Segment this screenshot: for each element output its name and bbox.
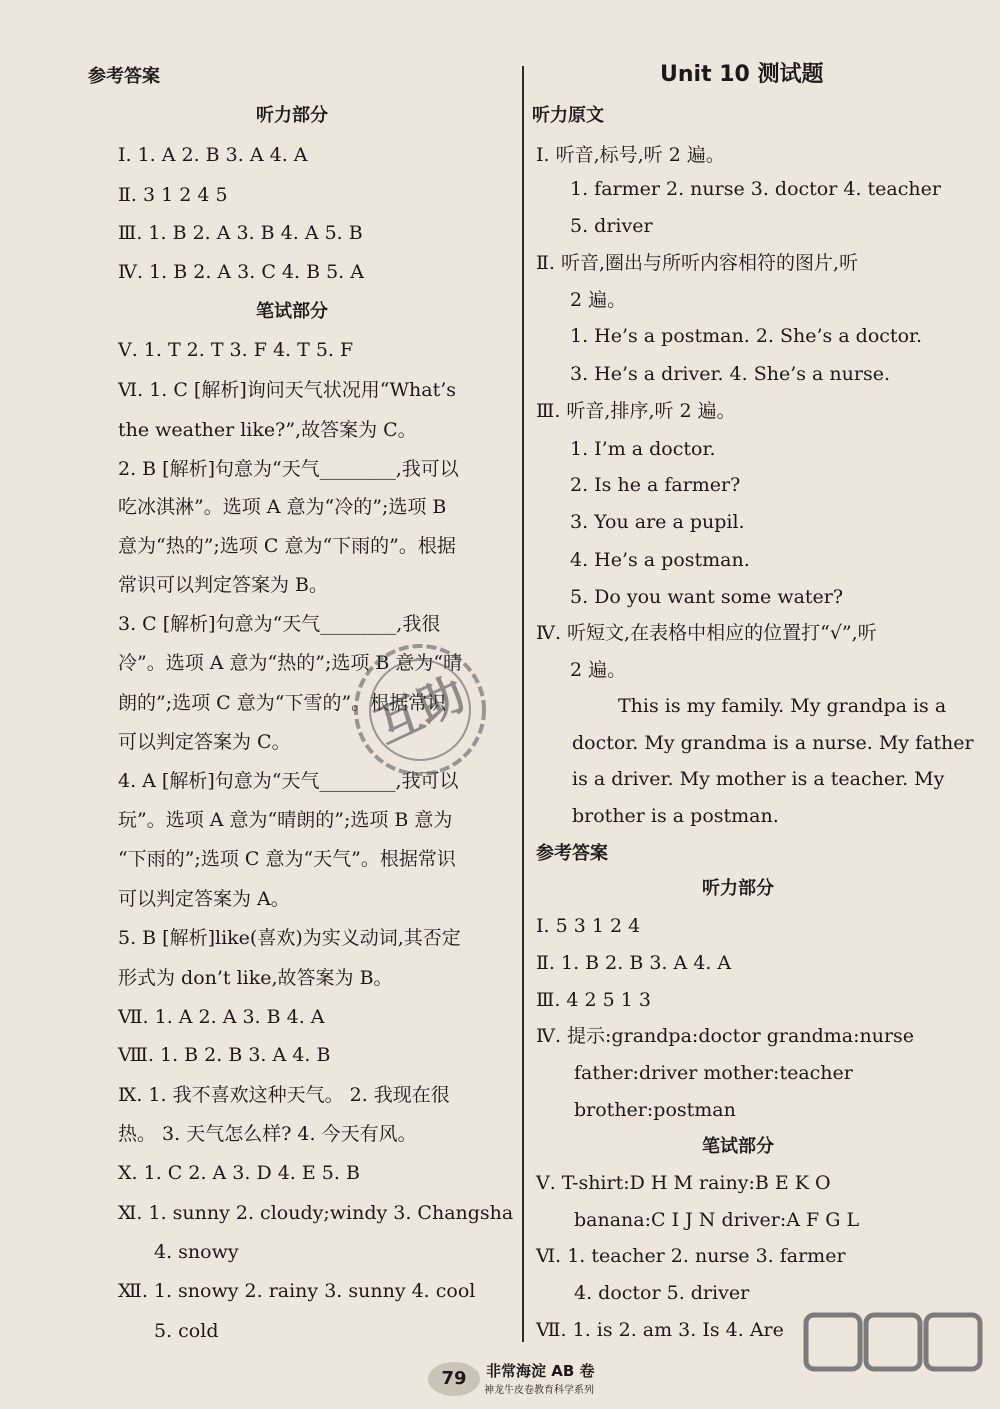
answer-line: Ⅷ. 1. B 2. B 3. A 4. B [118,1044,331,1066]
answer-line: 形式为 don’t like,故答案为 B。 [118,967,393,989]
transcript-line: brother is a postman. [572,805,779,827]
written-section-title: 笔试部分 [256,301,328,322]
answer-line: Ⅶ. 1. is 2. am 3. Is 4. Are [536,1319,784,1341]
listening-section-title: 听力部分 [256,105,328,126]
written-section-title-right: 笔试部分 [702,1136,774,1157]
answer-line: Ⅲ. 1. B 2. A 3. B 4. A 5. B [118,222,363,244]
transcript-line: 3. He’s a driver. 4. She’s a nurse. [570,363,891,385]
answer-line: the weather like?”,故答案为 C。 [118,419,417,441]
corner-logo-icon [800,1295,990,1395]
stamp-text: 互助 [366,666,474,754]
answer-line: Ⅸ. 1. 我不喜欢这种天气。 2. 我现在很 [118,1084,450,1106]
transcript-line: Ⅰ. 听音,标号,听 2 遍。 [536,144,725,166]
transcript-line: 2. Is he a farmer? [570,474,741,496]
answer-line: Ⅹ. 1. C 2. A 3. D 4. E 5. B [118,1162,360,1184]
answer-line: 2. B [解析]句意为“天气________,我可以 [118,458,459,480]
answers-header-right: 参考答案 [536,843,608,864]
answer-line: Ⅻ. 1. snowy 2. rainy 3. sunny 4. cool [118,1280,476,1302]
transcript-line: 5. driver [570,215,653,237]
transcript-line: 2 遍。 [570,289,627,311]
answer-line: Ⅰ. 5 3 1 2 4 [536,915,641,937]
stamp-seal-icon [350,640,490,780]
answer-line: 3. C [解析]句意为“天气________,我很 [118,613,441,635]
answer-line: 朗的”;选项 C 意为“下雪的”。根据常识 [118,692,447,714]
answer-line: 5. cold [154,1320,219,1342]
transcript-line: 2 遍。 [570,659,627,681]
answer-line: Ⅳ. 提示:grandpa:doctor grandma:nurse [536,1025,915,1047]
transcript-line: 4. He’s a postman. [570,549,750,571]
answer-line: Ⅶ. 1. A 2. A 3. B 4. A [118,1006,325,1028]
transcript-line: 1. farmer 2. nurse 3. doctor 4. teacher [570,178,941,200]
answer-line: 4. doctor 5. driver [574,1282,750,1304]
answer-line: father:driver mother:teacher [574,1062,853,1084]
answer-line: Ⅵ. 1. C [解析]询问天气状况用“What’s [118,379,456,401]
transcript-line: 5. Do you want some water? [570,586,844,608]
answer-line: Ⅴ. T-shirt:D H M rainy:B E K O [536,1172,831,1194]
answer-line: 常识可以判定答案为 B。 [118,574,329,596]
answer-line: 热。 3. 天气怎么样? 4. 今天有风。 [118,1123,417,1145]
transcript-line: Ⅲ. 听音,排序,听 2 遍。 [536,400,736,422]
answers-header: 参考答案 [88,66,160,87]
answer-line: Ⅰ. 1. A 2. B 3. A 4. A [118,144,308,166]
answer-line: 4. snowy [154,1241,239,1263]
page-number: 79 [428,1362,480,1396]
answer-line: “下雨的”;选项 C 意为“天气”。根据常识 [118,848,456,870]
column-divider [522,66,524,1342]
answer-line: 冷”。选项 A 意为“热的”;选项 B 意为“晴 [118,652,463,674]
transcript-header: 听力原文 [532,105,604,126]
answer-line: Ⅺ. 1. sunny 2. cloudy;windy 3. Changsha [118,1202,514,1224]
answer-line: 4. A [解析]句意为“天气________,我可以 [118,770,459,792]
footer-title: 非常海淀 AB 卷 [486,1362,595,1380]
transcript-line: 1. He’s a postman. 2. She’s a doctor. [570,325,923,347]
answer-line: 意为“热的”;选项 C 意为“下雨的”。根据 [118,535,456,557]
transcript-line: is a driver. My mother is a teacher. My [572,768,945,790]
answer-line: 可以判定答案为 A。 [118,888,290,910]
footer-subtitle: 神龙牛皮卷教育科学系列 [484,1385,594,1396]
answer-line: banana:C I J N driver:A F G L [574,1209,860,1231]
transcript-line: 3. You are a pupil. [570,511,745,533]
answer-line: brother:postman [574,1099,736,1121]
transcript-line: This is my family. My grandpa is a [618,695,947,717]
answer-line: 玩”。选项 A 意为“晴朗的”;选项 B 意为 [118,809,453,831]
answer-line: Ⅲ. 4 2 5 1 3 [536,989,652,1011]
listening-section-title-right: 听力部分 [702,878,774,899]
transcript-line: Ⅱ. 听音,圈出与所听内容相符的图片,听 [536,252,859,274]
answer-line: 5. B [解析]like(喜欢)为实义动词,其否定 [118,927,461,949]
transcript-line: doctor. My grandma is a nurse. My father [572,732,974,754]
answer-line: Ⅵ. 1. teacher 2. nurse 3. farmer [536,1245,846,1267]
answer-line: Ⅱ. 1. B 2. B 3. A 4. A [536,952,732,974]
answer-line: Ⅳ. 1. B 2. A 3. C 4. B 5. A [118,261,364,283]
unit-title: Unit 10 测试题 [660,62,824,87]
answer-line: 吃冰淇淋”。选项 A 意为“冷的”;选项 B [118,496,447,518]
transcript-line: 1. I’m a doctor. [570,438,716,460]
transcript-line: Ⅳ. 听短文,在表格中相应的位置打“√”,听 [536,622,877,644]
answer-line: Ⅴ. 1. T 2. T 3. F 4. T 5. F [118,339,354,361]
answer-line: Ⅱ. 3 1 2 4 5 [118,184,228,206]
answer-line: 可以判定答案为 C。 [118,731,291,753]
